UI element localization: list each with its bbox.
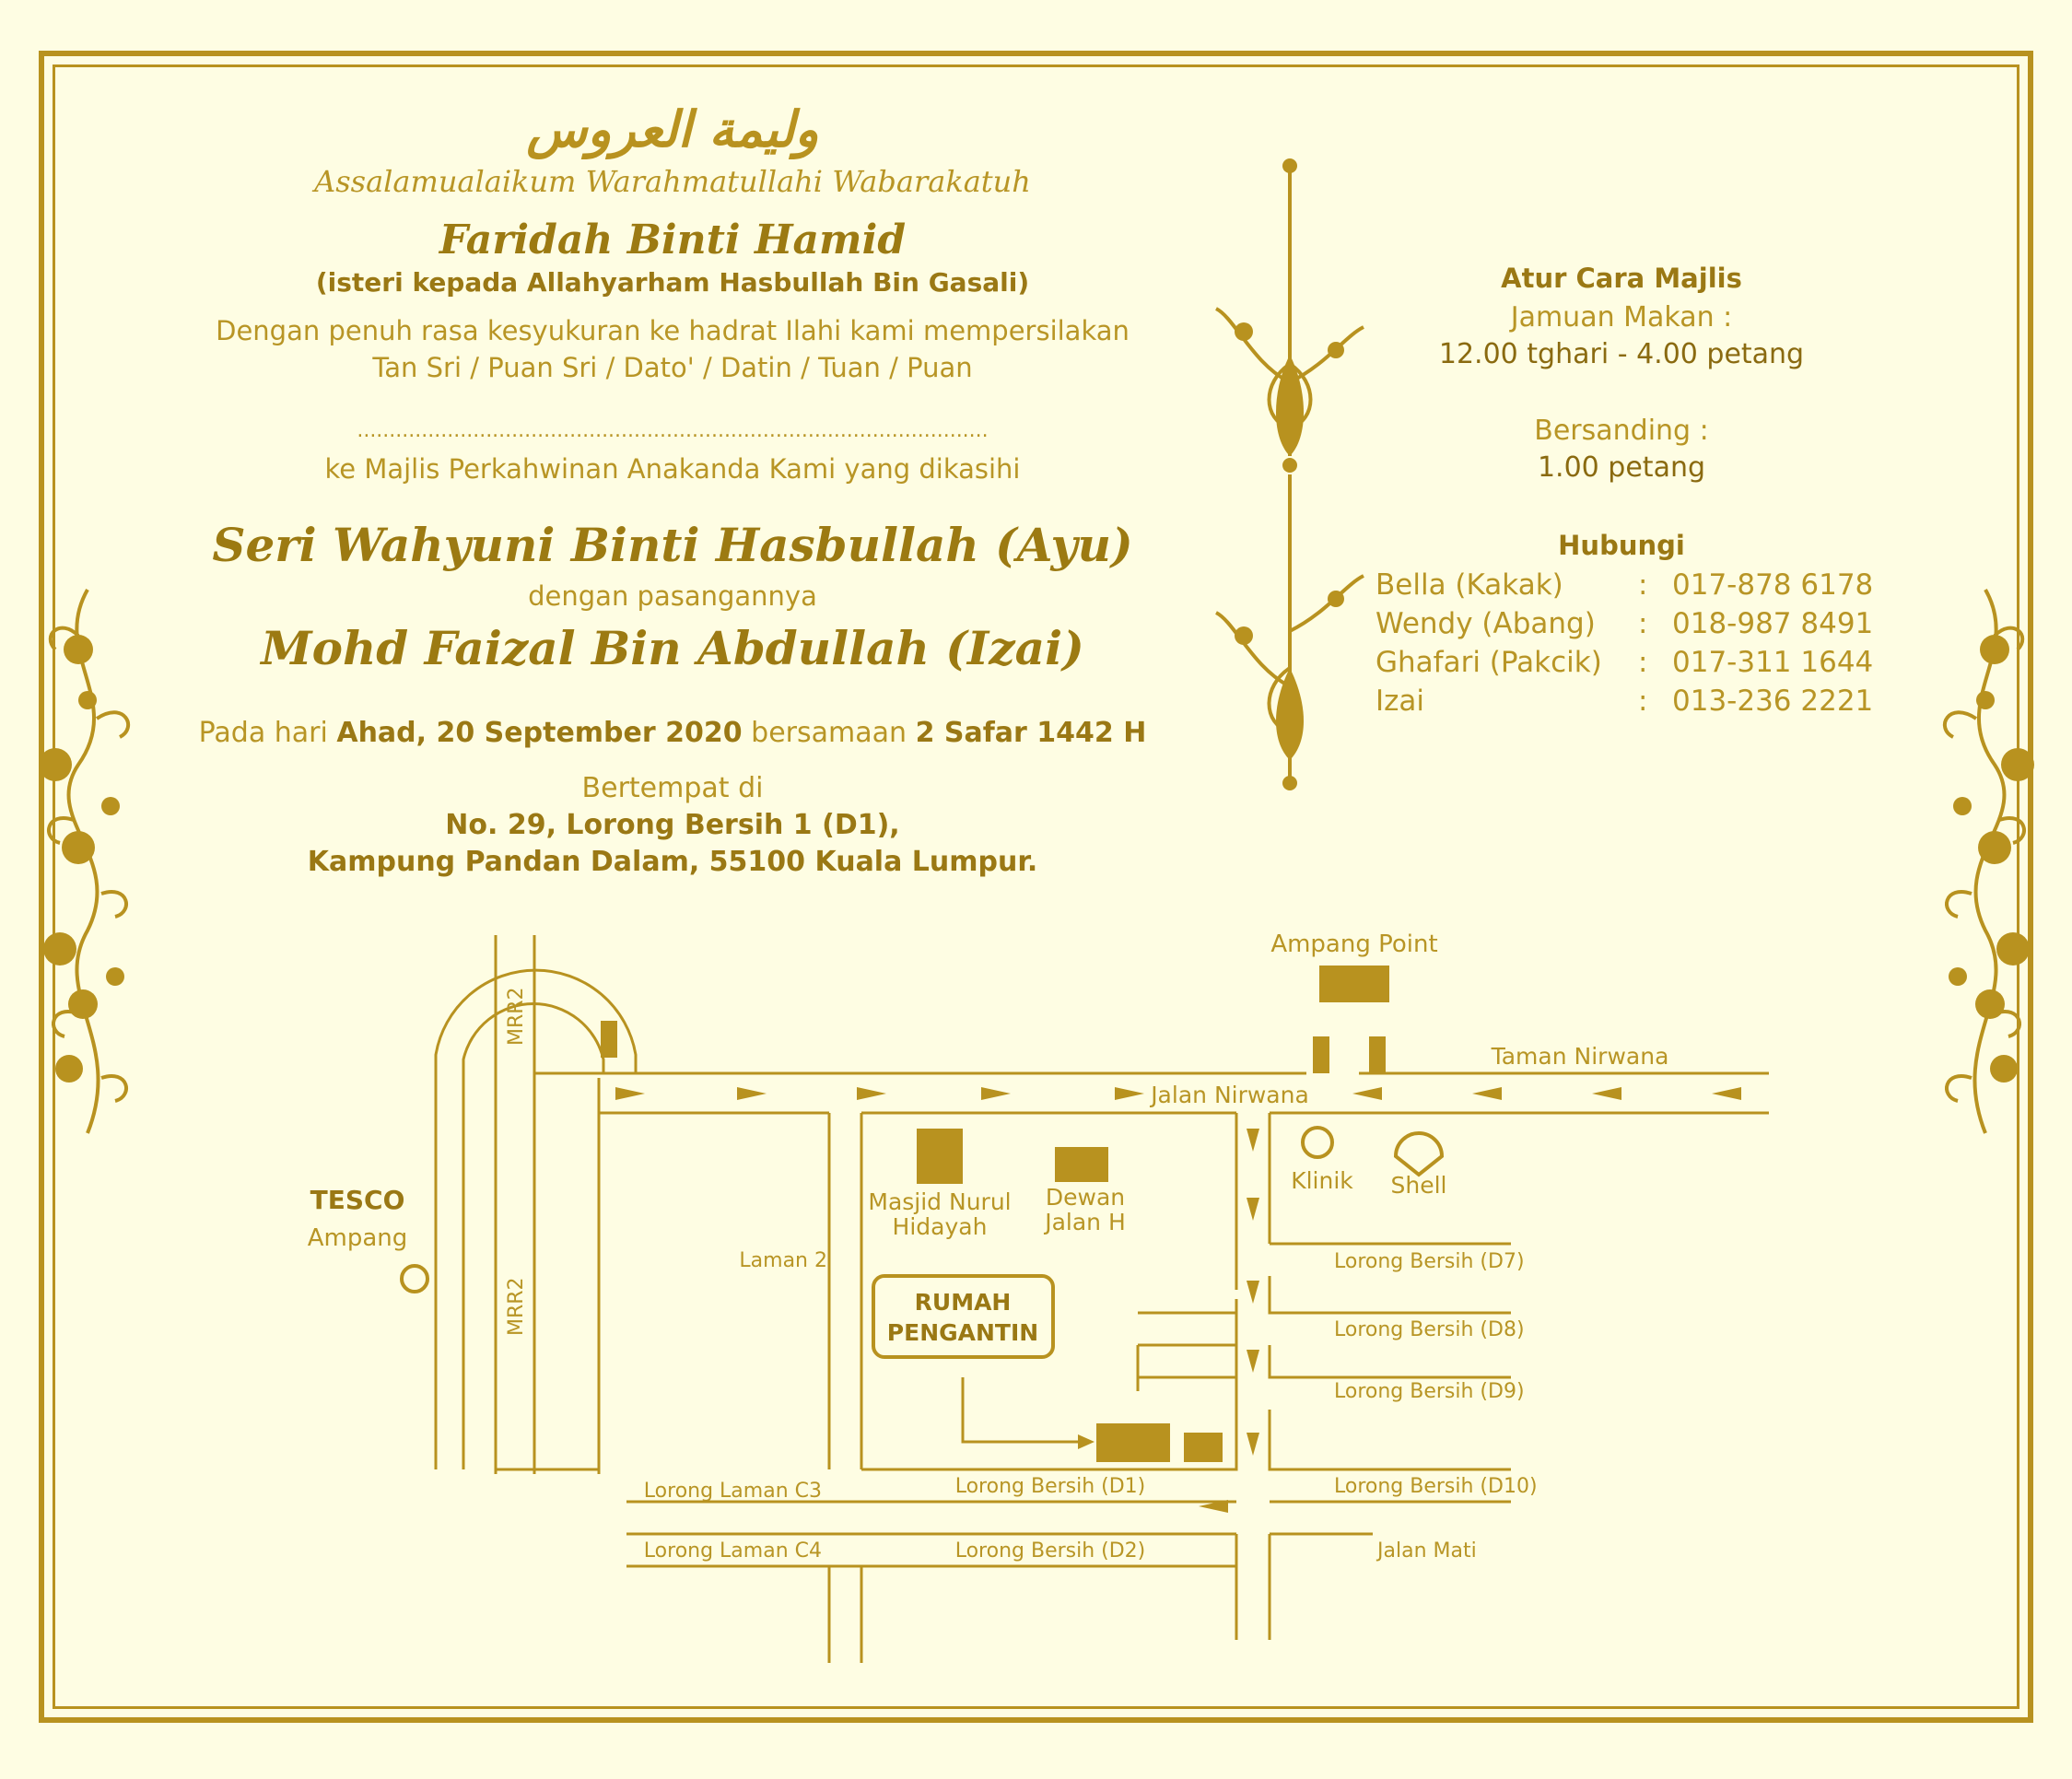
- contact-sep-1: :: [1638, 568, 1648, 602]
- date-hijri: 2 Safar 1442 H: [915, 717, 1147, 749]
- contact-phone-1[interactable]: 017-878 6178: [1672, 568, 1874, 602]
- contact-name-2: Wendy (Abang): [1375, 607, 1596, 640]
- map-taman-nirwana: Taman Nirwana: [1491, 1043, 1669, 1070]
- contact-phone-3[interactable]: 017-311 1644: [1672, 646, 1874, 679]
- invite-line-1: Dengan penuh rasa kesyukuran ke hadrat Ilahi kami mempersilakan: [216, 315, 1130, 346]
- schedule-title: Atur Cara Majlis: [1501, 263, 1742, 294]
- contact-sep-4: :: [1638, 685, 1648, 718]
- map-klinik: Klinik: [1291, 1167, 1353, 1194]
- dotted-line: ..................................................................................................: [357, 419, 989, 442]
- map-laman2: Laman 2: [739, 1249, 827, 1272]
- map-jalan-mati: Jalan Mati: [1377, 1539, 1477, 1562]
- map-d7: Lorong Bersih (D7): [1334, 1250, 1525, 1273]
- meal-time: 12.00 tghari - 4.00 petang: [1438, 338, 1805, 370]
- map-masjid-1: Masjid Nurul: [868, 1188, 1012, 1215]
- date-day: Ahad, 20 September 2020: [336, 717, 743, 749]
- arabic-title: وليمة العروس: [526, 99, 819, 158]
- sanding-time: 1.00 petang: [1537, 451, 1706, 484]
- map-d2: Lorong Bersih (D2): [954, 1539, 1146, 1562]
- contact-sep-2: :: [1638, 607, 1648, 640]
- meal-label: Jamuan Makan :: [1510, 301, 1733, 334]
- map-d10: Lorong Bersih (D10): [1334, 1475, 1538, 1498]
- sanding-label: Bersanding :: [1534, 415, 1709, 447]
- contact-name-1: Bella (Kakak): [1375, 568, 1563, 602]
- map-mrr2-top: MRR2: [505, 987, 528, 1046]
- venue-label: Bertempat di: [581, 772, 764, 804]
- invite-line-2: Tan Sri / Puan Sri / Dato' / Datin / Tuan / Puan: [372, 352, 973, 383]
- venue-line-1: No. 29, Lorong Bersih 1 (D1),: [445, 809, 900, 841]
- map-c4: Lorong Laman C4: [643, 1539, 822, 1562]
- contact-name-3: Ghafari (Pakcik): [1375, 646, 1602, 679]
- invite-line-3: ke Majlis Perkahwinan Anakanda Kami yang dikasihi: [324, 453, 1021, 485]
- map-dewan-1: Dewan: [1045, 1184, 1126, 1211]
- map-d9: Lorong Bersih (D9): [1334, 1380, 1525, 1403]
- contact-sep-3: :: [1638, 646, 1648, 679]
- map-tesco-branch: Ampang: [307, 1224, 408, 1252]
- host-relation: (isteri kepada Allahyarham Hasbullah Bin Gasali): [315, 267, 1030, 298]
- date-mid: bersamaan: [742, 717, 916, 749]
- map-c3: Lorong Laman C3: [643, 1480, 822, 1503]
- map-tesco: TESCO: [310, 1185, 405, 1215]
- venue-line-2: Kampung Pandan Dalam, 55100 Kuala Lumpur.: [307, 846, 1038, 878]
- host-name: Faridah Binti Hamid: [439, 217, 907, 263]
- couple-joiner: dengan pasangannya: [528, 580, 817, 612]
- date-prefix: Pada hari: [198, 717, 337, 749]
- map-d8: Lorong Bersih (D8): [1334, 1318, 1525, 1341]
- map-ampang-point: Ampang Point: [1270, 930, 1438, 958]
- map-rumah-2: PENGANTIN: [886, 1319, 1039, 1346]
- groom-name: Mohd Faizal Bin Abdullah (Izai): [261, 621, 1084, 675]
- contact-phone-2[interactable]: 018-987 8491: [1672, 607, 1874, 640]
- contact-name-4: Izai: [1375, 685, 1425, 718]
- salam-greeting: Assalamualaikum Warahmatullahi Wabarakatuh: [314, 164, 1031, 199]
- contact-phone-4[interactable]: 013-236 2221: [1672, 685, 1874, 718]
- map-d1: Lorong Bersih (D1): [954, 1475, 1146, 1498]
- map-shell: Shell: [1390, 1172, 1447, 1199]
- map-rumah-1: RUMAH: [914, 1289, 1012, 1316]
- map-jalan-nirwana: Jalan Nirwana: [1151, 1082, 1309, 1108]
- map-mrr2-bottom: MRR2: [505, 1277, 528, 1336]
- contact-title: Hubungi: [1558, 530, 1685, 561]
- bride-name: Seri Wahyuni Binti Hasbullah (Ayu): [212, 518, 1133, 572]
- map-masjid-2: Hidayah: [892, 1213, 988, 1240]
- map-dewan-2: Jalan H: [1045, 1209, 1126, 1235]
